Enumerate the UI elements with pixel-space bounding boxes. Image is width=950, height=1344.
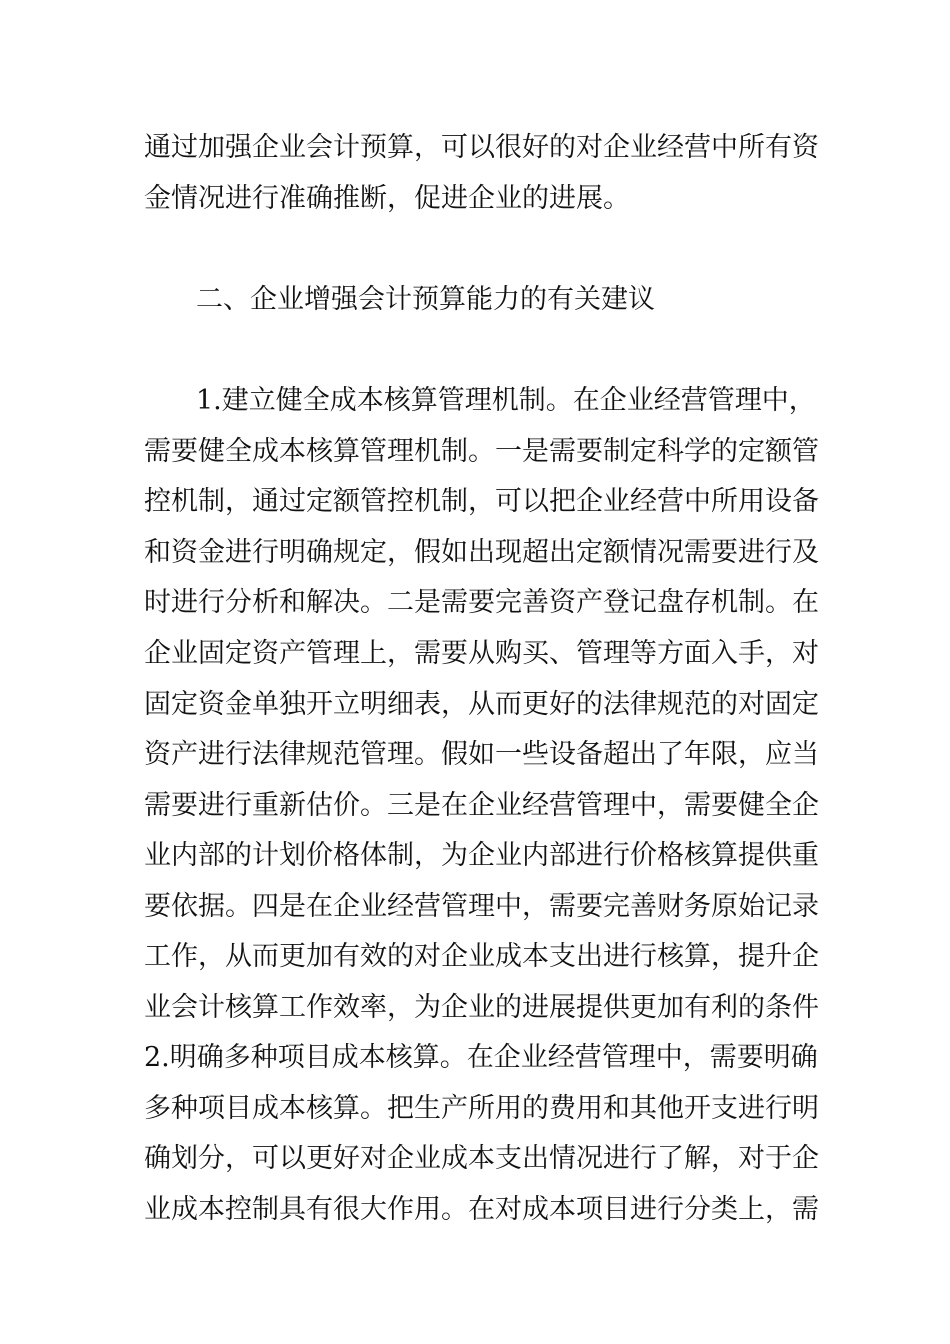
body-line-3: 控机制，通过定额管控机制，可以把企业经营中所用设备 [144,486,819,517]
body-line-15: 多种项目成本核算。把生产所用的费用和其他开支进行明 [144,1093,819,1124]
body-line-12: 工作，从而更加有效的对企业成本支出进行核算，提升企 [144,941,819,972]
body-line-2: 需要健全成本核算管理机制。一是需要制定科学的定额管 [144,436,819,467]
body-line-13: 业会计核算工作效率，为企业的进展提供更加有利的条件 [144,992,819,1023]
intro-line-2: 金情况进行准确推断，促进企业的进展。 [144,183,630,214]
body-line-5: 时进行分析和解决。二是需要完善资产登记盘存机制。在 [144,587,819,618]
body-line-1: 1.建立健全成本核算管理机制。在企业经营管理中， [196,385,816,416]
body-line-16: 确划分，可以更好对企业成本支出情况进行了解，对于企 [144,1143,819,1174]
section-heading: 二、企业增强会计预算能力的有关建议 [196,284,655,315]
body-line-4: 和资金进行明确规定，假如出现超出定额情况需要进行及 [144,537,819,568]
body-line-7: 固定资金单独开立明细表，从而更好的法律规范的对固定 [144,689,819,720]
intro-line-1: 通过加强企业会计预算，可以很好的对企业经营中所有资 [144,132,819,163]
body-line-9: 需要进行重新估价。三是在企业经营管理中，需要健全企 [144,790,819,821]
body-line-14: 2.明确多种项目成本核算。在企业经营管理中，需要明确 [144,1042,818,1073]
body-line-8: 资产进行法律规范管理。假如一些设备超出了年限，应当 [144,739,819,770]
body-line-10: 业内部的计划价格体制，为企业内部进行价格核算提供重 [144,840,819,871]
body-line-17: 业成本控制具有很大作用。在对成本项目进行分类上，需 [144,1194,819,1225]
body-line-11: 要依据。四是在企业经营管理中，需要完善财务原始记录 [144,891,819,922]
body-line-6: 企业固定资产管理上，需要从购买、管理等方面入手，对 [144,638,819,669]
